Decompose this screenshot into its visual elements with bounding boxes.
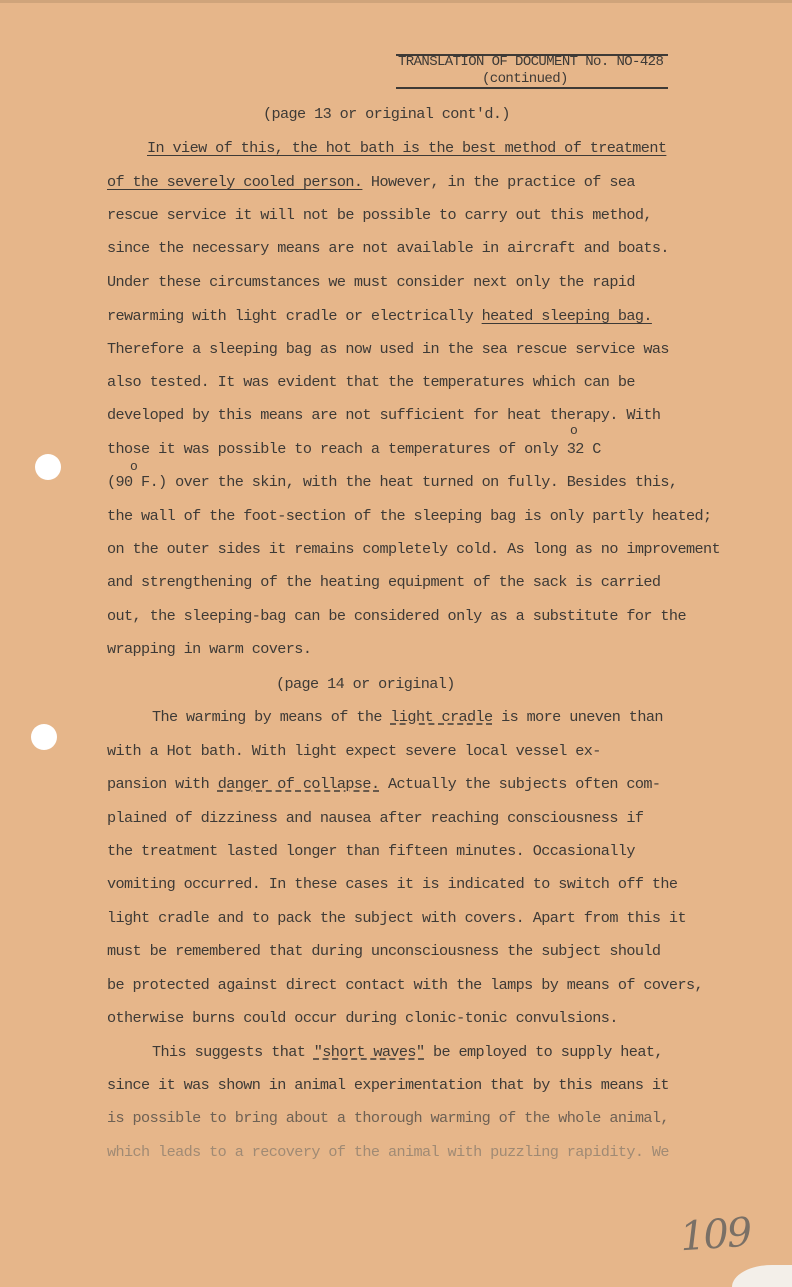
p1-line-9: developed by this means are not sufficient for heat therapy. With <box>107 406 661 424</box>
p2-line-2: with a Hot bath. With light expect severe local vessel ex- <box>107 742 601 760</box>
page-note-14: (page 14 or original) <box>276 675 455 693</box>
p1-line-10: those it was possible to reach a temperatures of only 32 C <box>107 440 601 458</box>
p1-line-7: Therefore a sleeping bag as now used in the sea rescue service was <box>107 340 669 358</box>
p1-line-2 <box>107 172 635 192</box>
p1-line-2-underlined: of the severely cooled person. <box>107 173 363 191</box>
p1-line-1-underlined: In view of this, the hot bath is the best method of treatment <box>147 139 667 157</box>
p1-line-11: (90 F.) over the skin, with the heat turned on fully. Besides this, <box>107 473 678 491</box>
p1-line-5: Under these circumstances we must consider next only the rapid <box>107 273 635 291</box>
p3-line-2: since it was shown in animal experimentation that by this means it <box>107 1076 669 1094</box>
p1-line-14: and strengthening of the heating equipment of the sack is carried <box>107 573 661 591</box>
p3-line-1-underlined: "short waves" <box>313 1043 425 1061</box>
p2-line-6: vomiting occurred. In these cases it is indicated to switch off the <box>107 875 678 893</box>
p1-line-2-rest: However, in the practice of sea <box>362 173 635 191</box>
handwritten-page-number: 109 <box>678 1209 752 1261</box>
p2-line-3-underlined: danger of collapse. <box>217 775 380 793</box>
top-edge <box>0 0 792 3</box>
header-bottom-rule <box>396 87 668 89</box>
p1-line-13: on the outer sides it remains completely cold. As long as no improvement <box>107 540 721 558</box>
p1-line-3: rescue service it will not be possible to carry out this method, <box>107 206 652 224</box>
degree-mark-f: o <box>130 459 138 474</box>
p2-line-8: must be remembered that during unconsciousness the subject should <box>107 942 661 960</box>
p3-line-1-start: This suggests that <box>152 1043 314 1061</box>
p1-line-12: the wall of the foot-section of the sleeping bag is only partly heated; <box>107 507 712 525</box>
p1-line-1 <box>147 138 666 158</box>
p1-line-6-start: rewarming with light cradle or electrically <box>107 307 482 325</box>
punch-hole-bottom <box>31 724 57 750</box>
page-note-13: (page 13 or original cont'd.) <box>263 105 510 123</box>
p2-line-7: light cradle and to pack the subject with covers. Apart from this it <box>107 909 686 927</box>
p3-line-1 <box>152 1042 663 1062</box>
p3-line-3: is possible to bring about a thorough warming of the whole animal, <box>107 1109 669 1127</box>
header-subtitle: (continued) <box>482 71 568 87</box>
p2-line-1-start: The warming by means of the <box>152 708 391 726</box>
degree-mark-c: o <box>570 423 578 438</box>
p1-line-4: since the necessary means are not available in aircraft and boats. <box>107 239 669 257</box>
p3-line-4: which leads to a recovery of the animal with puzzling rapidity. We <box>107 1143 669 1161</box>
punch-hole-top <box>35 454 61 480</box>
p2-line-5: the treatment lasted longer than fifteen minutes. Occasionally <box>107 842 635 860</box>
header-title: TRANSLATION OF DOCUMENT No. NO-428 <box>398 54 664 70</box>
p2-line-1 <box>152 707 663 727</box>
p2-line-1-underlined: light cradle <box>390 708 493 726</box>
p1-line-16: wrapping in warm covers. <box>107 640 312 658</box>
p2-line-3-end: Actually the subjects often com- <box>379 775 661 793</box>
p2-line-4: plained of dizziness and nausea after reaching consciousness if <box>107 809 644 827</box>
p2-line-3 <box>107 774 660 794</box>
p1-line-8: also tested. It was evident that the temperatures which can be <box>107 373 635 391</box>
p3-line-1-end: be employed to supply heat, <box>424 1043 663 1061</box>
p2-line-1-end: is more uneven than <box>492 708 663 726</box>
p1-line-6 <box>107 306 652 326</box>
p1-line-6-underlined: heated sleeping bag. <box>481 307 652 325</box>
p2-line-9: be protected against direct contact with the lamps by means of covers, <box>107 976 703 994</box>
p2-line-3-start: pansion with <box>107 775 218 793</box>
p1-line-15: out, the sleeping-bag can be considered only as a substitute for the <box>107 607 686 625</box>
p2-line-10: otherwise burns could occur during clonic-tonic convulsions. <box>107 1009 618 1027</box>
torn-corner <box>732 1265 792 1287</box>
